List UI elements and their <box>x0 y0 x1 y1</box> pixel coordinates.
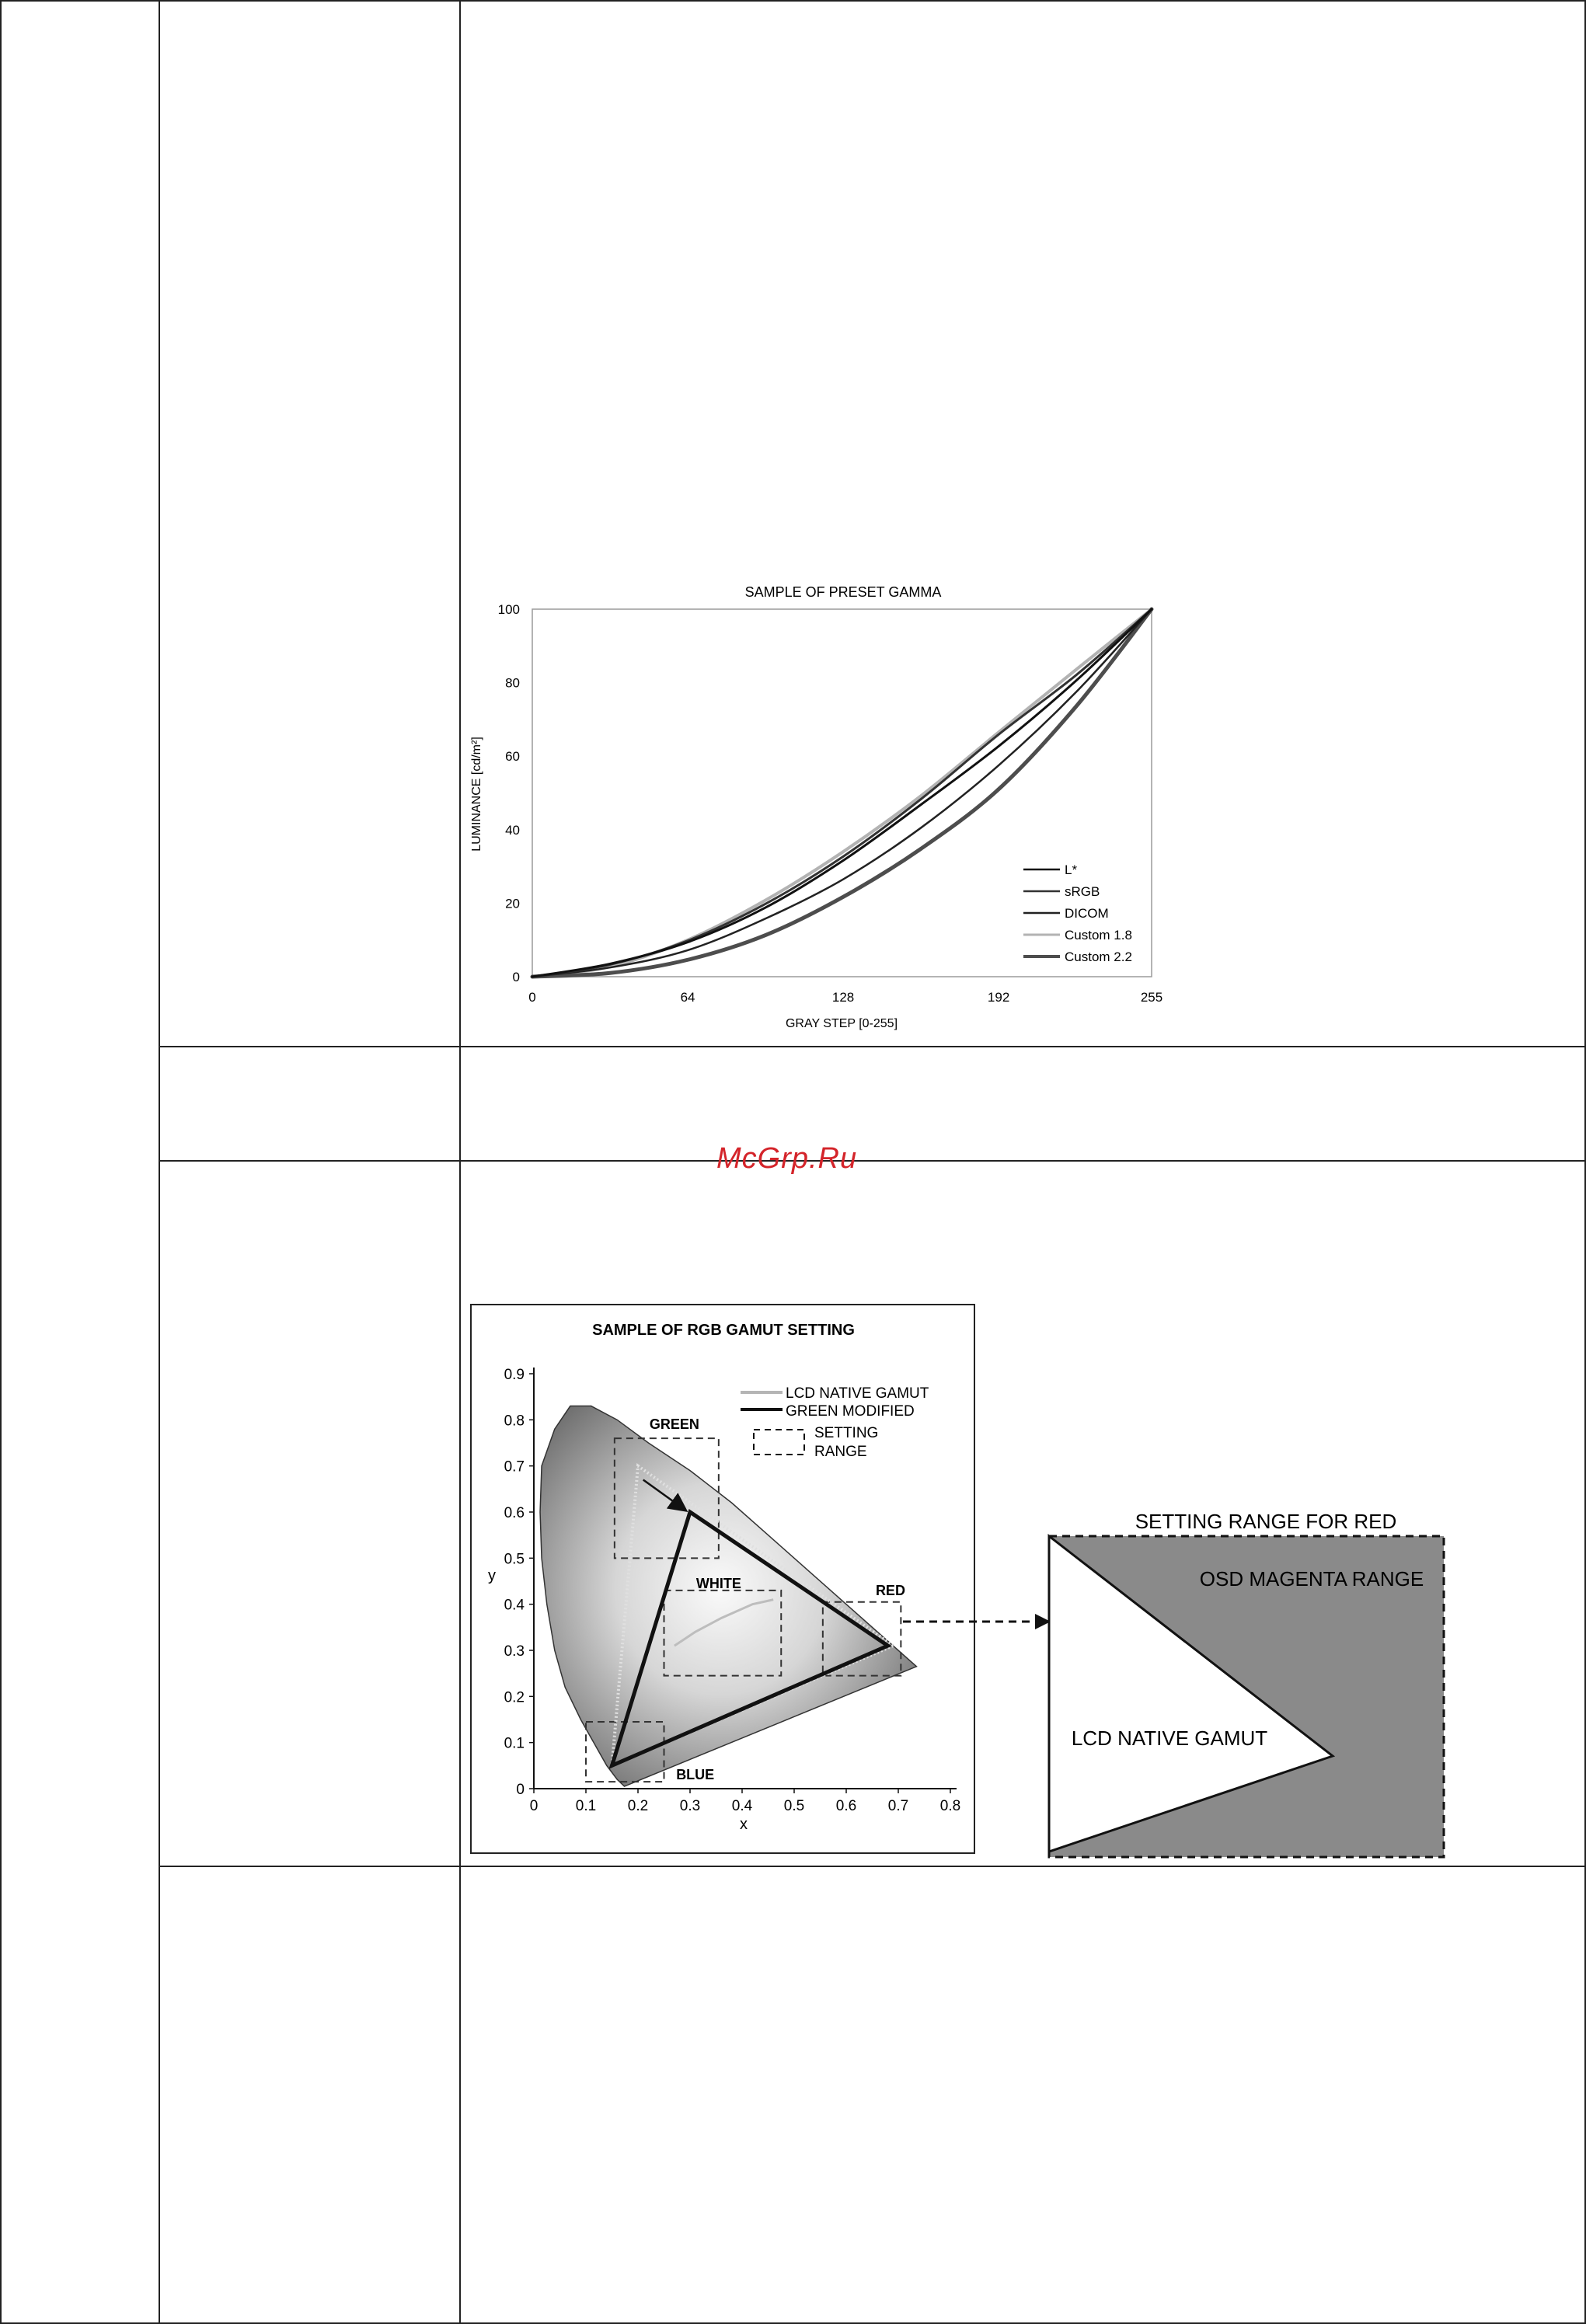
gamut-y-tick-label: 0.8 <box>504 1413 525 1430</box>
osd-magenta-range-label: OSD MAGENTA RANGE <box>1199 1567 1424 1591</box>
gamma-legend <box>1023 862 1132 964</box>
gamut-y-tick-label: 0 <box>516 1782 525 1798</box>
gamut-legend-label: SETTING <box>814 1425 879 1441</box>
gamut-point-label-green: GREEN <box>649 1416 699 1433</box>
gamma-x-axis-label: GRAY STEP [0-255] <box>785 1017 898 1030</box>
gamut-x-tick-label: 0.2 <box>627 1798 649 1814</box>
gamut-y-tick-label: 0.2 <box>504 1689 525 1706</box>
gamut-y-tick-label: 0.6 <box>504 1505 525 1521</box>
gamma-y-tick-label: 0 <box>512 970 520 984</box>
gamma-plot-frame <box>532 609 1152 977</box>
gamma-y-tick-label: 60 <box>505 749 520 765</box>
gamut-y-tick-label: 0.7 <box>504 1458 525 1476</box>
table-row-divider-3 <box>159 1866 1586 1867</box>
gamma-x-tick-label: 192 <box>987 990 1010 1005</box>
gamma-y-ticks <box>498 602 520 984</box>
gamma-y-tick-label: 100 <box>497 602 520 617</box>
gamut-point-label-red: RED <box>875 1582 905 1598</box>
gamma-legend-label: DICOM <box>1065 906 1109 921</box>
gamma-series-line-l- <box>532 609 1152 977</box>
lcd-native-gamut-label: LCD NATIVE GAMUT <box>1071 1726 1268 1750</box>
gamut-legend-label: LCD NATIVE GAMUT <box>786 1385 929 1402</box>
gamut-y-tick-label: 0.4 <box>504 1597 525 1614</box>
gamut-x-tick-label: 0.4 <box>731 1798 753 1814</box>
gamma-x-tick-label: 64 <box>680 990 695 1005</box>
gamma-x-tick-label: 128 <box>831 990 855 1005</box>
gamut-x-tick-label: 0.1 <box>575 1798 597 1814</box>
gamut-x-tick-label: 0.5 <box>783 1798 805 1814</box>
gamma-x-ticks <box>528 990 1162 1005</box>
gamut-x-tick-label: 0.3 <box>679 1798 701 1814</box>
gamma-chart <box>466 575 1181 1041</box>
gamma-series-line-custom-2-2 <box>532 609 1152 977</box>
gamut-y-tick-label: 0.1 <box>504 1735 525 1752</box>
table-border-top <box>0 0 1586 2</box>
gamma-legend-label: Custom 1.8 <box>1065 928 1132 942</box>
table-column-divider-2 <box>459 0 461 2324</box>
gamma-chart-title: SAMPLE OF PRESET GAMMA <box>744 584 942 600</box>
table-border-left <box>0 0 2 2324</box>
gamut-legend-label: RANGE <box>814 1444 867 1460</box>
gamut-y-tick-label: 0.5 <box>504 1551 525 1568</box>
gamut-x-tick-label: 0.6 <box>835 1798 857 1814</box>
table-column-divider-1 <box>159 0 160 2324</box>
gamut-x-axis-label: x <box>740 1816 748 1833</box>
gamma-series <box>532 609 1152 977</box>
gamma-x-tick-label: 255 <box>1140 990 1163 1005</box>
gamma-legend-label: L* <box>1065 862 1078 877</box>
watermark: McGrp.Ru <box>716 1142 858 1175</box>
gamut-point-label-white: WHITE <box>695 1575 741 1591</box>
gamut-x-tick-label: 0 <box>529 1798 539 1814</box>
table-row-divider-1 <box>159 1046 1586 1047</box>
gamma-series-line-srgb <box>532 609 1152 977</box>
gamma-y-axis-label: LUMINANCE [cd/m²] <box>470 737 483 852</box>
gamut-y-tick-label: 0.3 <box>504 1643 525 1660</box>
gamut-x-tick-label: 0.7 <box>887 1798 909 1814</box>
gamut-chart <box>470 1304 977 1855</box>
gamma-legend-label: Custom 2.2 <box>1065 949 1132 964</box>
gamma-y-tick-label: 40 <box>505 822 520 838</box>
gamma-y-tick-label: 20 <box>505 896 520 911</box>
gamut-y-tick-label: 0.9 <box>504 1367 525 1383</box>
gamut-legend-label: GREEN MODIFIED <box>786 1403 915 1420</box>
gamut-y-axis-label: y <box>488 1567 496 1584</box>
gamma-x-tick-label: 0 <box>528 990 536 1005</box>
gamma-y-tick-label: 80 <box>505 675 520 691</box>
table-row-divider-2 <box>159 1160 1586 1162</box>
red-range-panel <box>1045 1503 1449 1861</box>
gamma-series-line-custom-1-8 <box>532 609 1152 977</box>
gamut-chart-title: SAMPLE OF RGB GAMUT SETTING <box>592 1322 855 1339</box>
red-range-connector-arrow <box>901 1610 1057 1633</box>
gamma-legend-label: sRGB <box>1065 884 1100 899</box>
gamut-point-label-blue: BLUE <box>676 1767 715 1783</box>
gamma-series-line-dicom <box>532 609 1152 977</box>
red-range-panel-title: SETTING RANGE FOR RED <box>1135 1510 1397 1533</box>
gamut-x-tick-label: 0.8 <box>939 1798 961 1814</box>
